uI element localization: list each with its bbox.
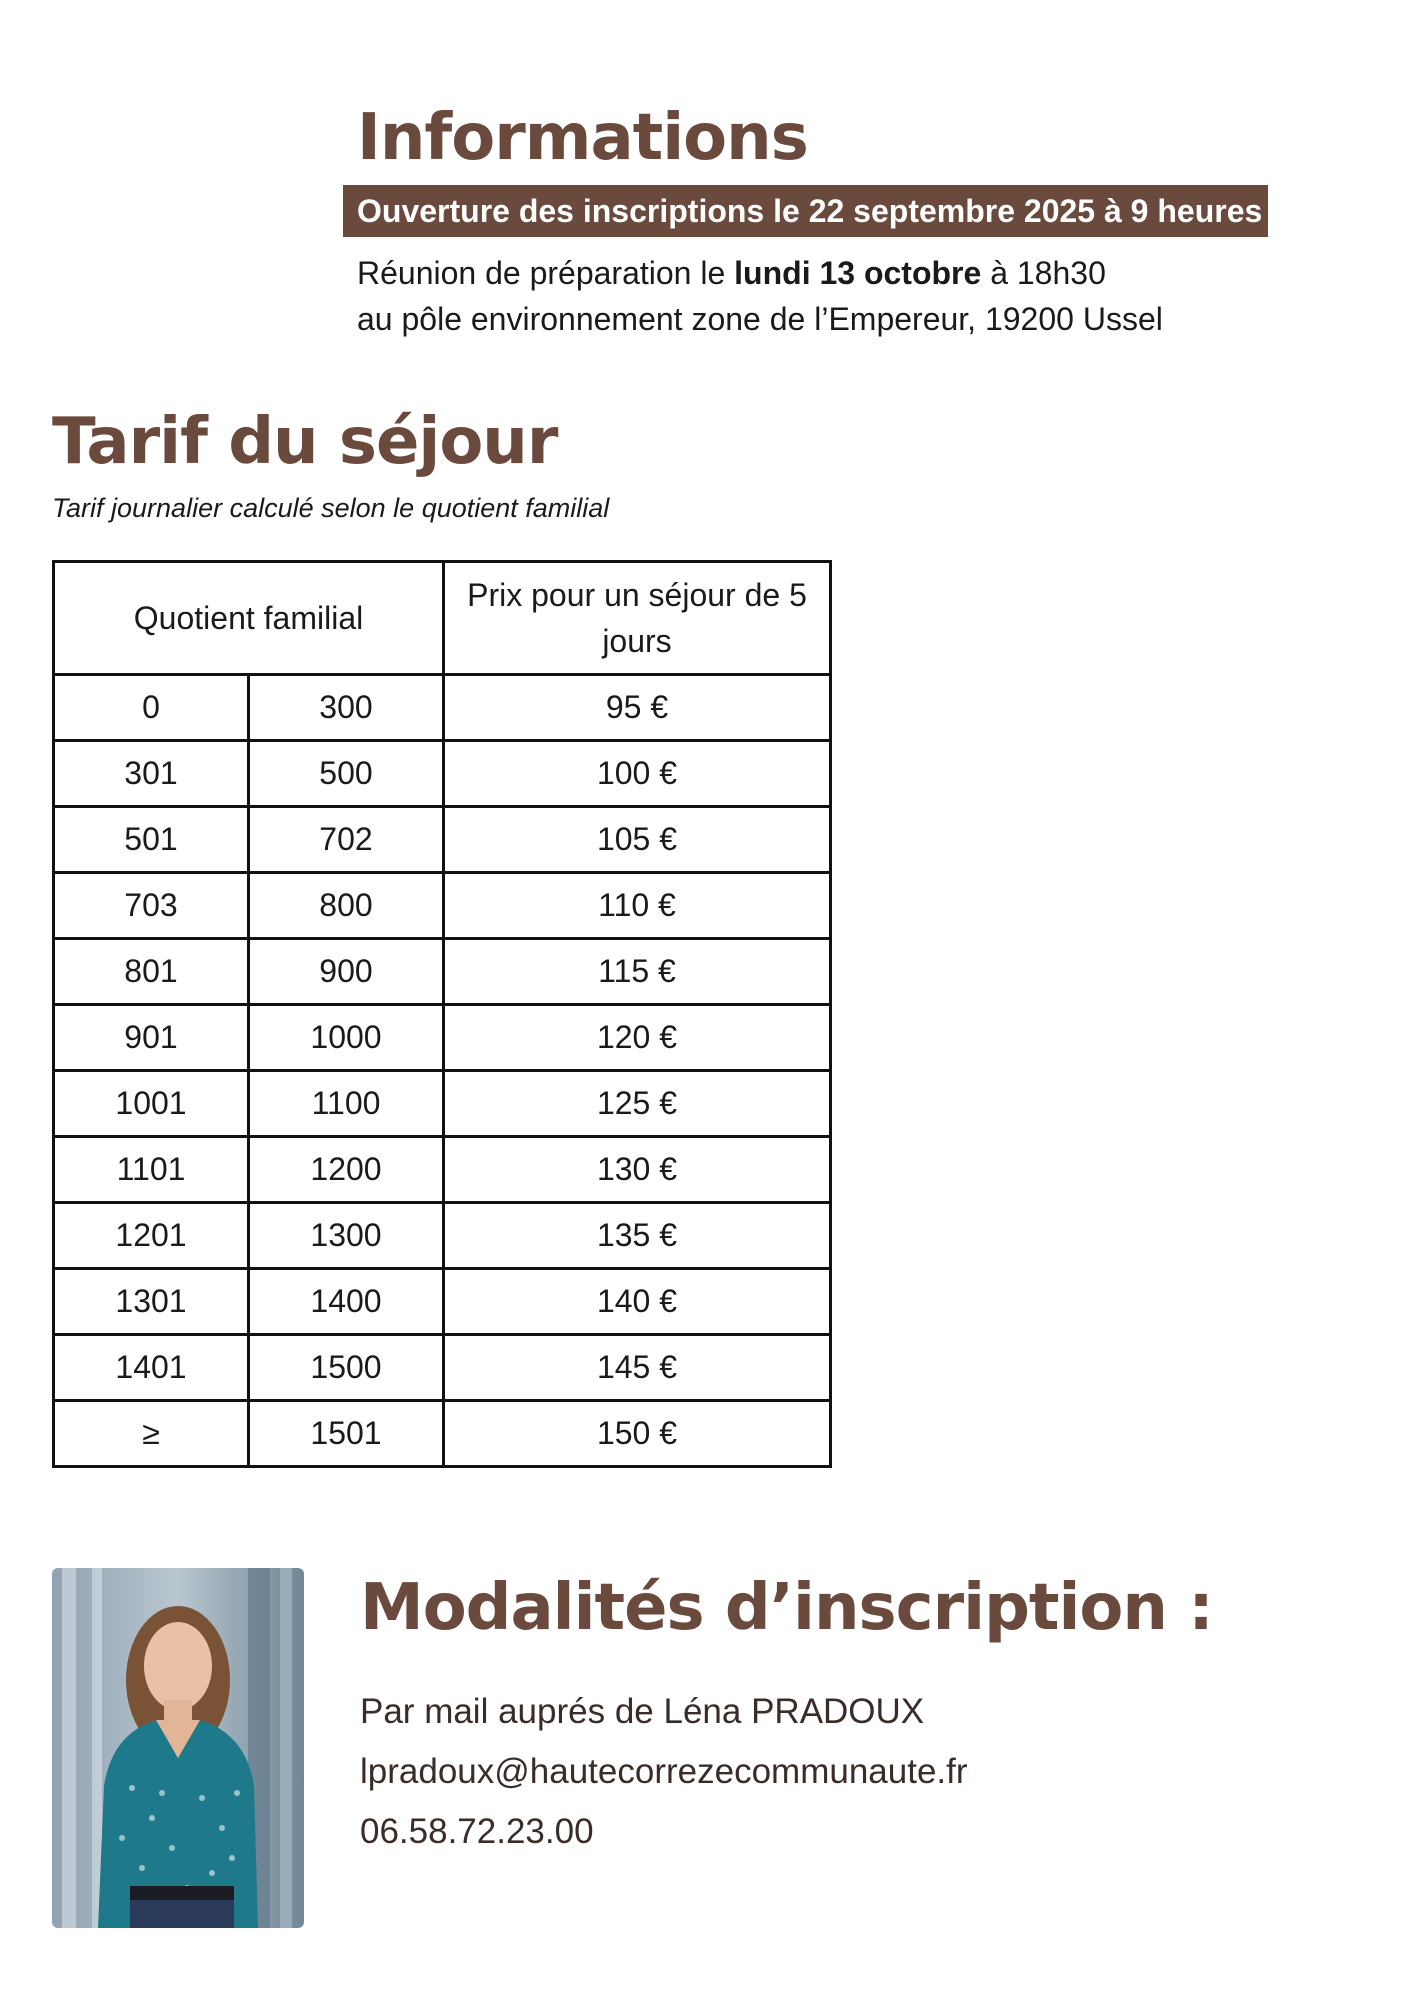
- contact-email[interactable]: lpradoux@hautecorrezecommunaute.fr: [360, 1752, 968, 1791]
- table-row: [54, 1401, 831, 1467]
- quotient-max-cell: 1000: [249, 1005, 444, 1071]
- table-row: [54, 741, 831, 807]
- quotient-min-cell: 301: [54, 741, 249, 807]
- table-row: [54, 1269, 831, 1335]
- portrait-image: [52, 1568, 304, 1928]
- price-cell: 130 €: [444, 1137, 831, 1203]
- header-price: [444, 562, 831, 675]
- quotient-min-cell: 1401: [54, 1335, 249, 1401]
- quotient-max-cell: 1100: [249, 1071, 444, 1137]
- registration-opening-banner: Ouverture des inscriptions le 22 septembre 2025 à 9 heures: [343, 185, 1268, 237]
- quotient-max-cell: 800: [249, 873, 444, 939]
- price-cell: 140 €: [444, 1269, 831, 1335]
- quotient-max-cell: 500: [249, 741, 444, 807]
- price-cell: 135 €: [444, 1203, 831, 1269]
- tarif-title: Tarif du séjour: [52, 405, 558, 479]
- quotient-max-cell: 1200: [249, 1137, 444, 1203]
- quotient-max-cell: 300: [249, 675, 444, 741]
- tarif-table-body: [54, 675, 831, 1467]
- meeting-date-line: [357, 250, 1163, 296]
- quotient-max-cell: 1501: [249, 1401, 444, 1467]
- quotient-max-cell: 1300: [249, 1203, 444, 1269]
- table-row: [54, 675, 831, 741]
- quotient-min-cell: 703: [54, 873, 249, 939]
- quotient-max-cell: 702: [249, 807, 444, 873]
- quotient-min-cell: 501: [54, 807, 249, 873]
- table-row: [54, 1335, 831, 1401]
- header-quotient: Quotient familial: [54, 562, 444, 675]
- meeting-date: lundi 13 octobre: [734, 255, 982, 291]
- quotient-min-cell: 0: [54, 675, 249, 741]
- meeting-prefix: Réunion de préparation le: [357, 255, 735, 291]
- price-cell: 95 €: [444, 675, 831, 741]
- tarif-table: [52, 560, 832, 1468]
- quotient-min-cell: 1301: [54, 1269, 249, 1335]
- informations-title: Informations: [357, 101, 808, 175]
- table-row: [54, 1005, 831, 1071]
- contact-photo: [52, 1568, 304, 1928]
- meeting-location: au pôle environnement zone de l’Empereur, 19200 Ussel: [357, 301, 1163, 337]
- modalites-title: Modalités d’inscription :: [360, 1571, 1213, 1645]
- price-cell: 110 €: [444, 873, 831, 939]
- quotient-min-cell: 801: [54, 939, 249, 1005]
- quotient-min-cell: 901: [54, 1005, 249, 1071]
- contact-line: Par mail auprés de Léna PRADOUX: [360, 1692, 925, 1731]
- table-header-row: [54, 562, 831, 675]
- quotient-max-cell: 1400: [249, 1269, 444, 1335]
- table-row: [54, 873, 831, 939]
- tarif-subtitle: Tarif journalier calculé selon le quotient familial: [52, 493, 610, 523]
- header-price-label: Prix pour un séjour de 5 jours: [467, 577, 807, 659]
- price-cell: 120 €: [444, 1005, 831, 1071]
- quotient-max-cell: 900: [249, 939, 444, 1005]
- contact-phone[interactable]: 06.58.72.23.00: [360, 1812, 594, 1851]
- quotient-min-cell: 1001: [54, 1071, 249, 1137]
- contact-info: [360, 1682, 968, 1862]
- table-row: [54, 807, 831, 873]
- table-row: [54, 1203, 831, 1269]
- quotient-max-cell: 1500: [249, 1335, 444, 1401]
- quotient-min-cell: 1101: [54, 1137, 249, 1203]
- price-cell: 125 €: [444, 1071, 831, 1137]
- table-row: [54, 939, 831, 1005]
- price-cell: 100 €: [444, 741, 831, 807]
- price-cell: 115 €: [444, 939, 831, 1005]
- meeting-info: [357, 250, 1163, 342]
- meeting-time: à 18h30: [981, 255, 1106, 291]
- table-row: [54, 1137, 831, 1203]
- price-cell: 145 €: [444, 1335, 831, 1401]
- table-row: [54, 1071, 831, 1137]
- price-cell: 150 €: [444, 1401, 831, 1467]
- quotient-min-cell: 1201: [54, 1203, 249, 1269]
- price-cell: 105 €: [444, 807, 831, 873]
- quotient-min-cell: ≥: [54, 1401, 249, 1467]
